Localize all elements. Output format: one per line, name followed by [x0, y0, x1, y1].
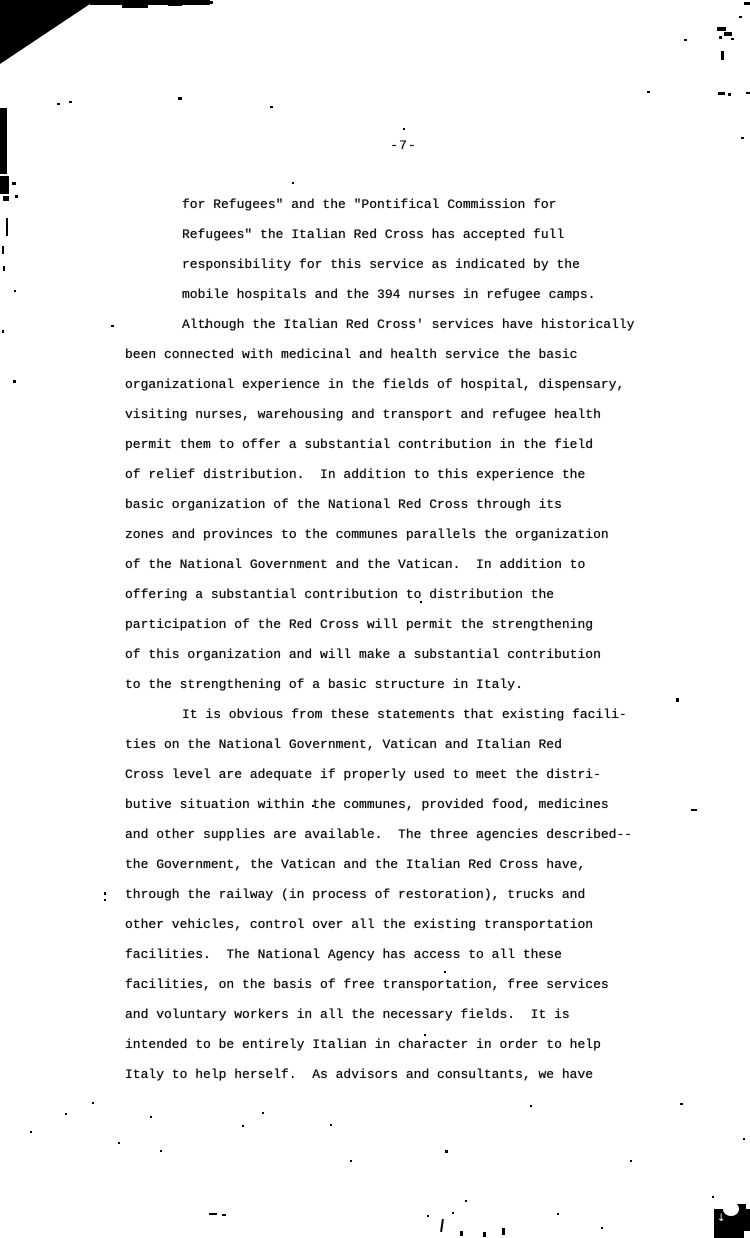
- text-line: intended to be entirely Italian in character in order to help: [125, 1037, 601, 1052]
- corner-shadow: [0, 0, 96, 64]
- text-line: of relief distribution. In addition to this experience the: [125, 467, 586, 482]
- text-line: It is obvious from these statements that existing facili-: [182, 707, 627, 722]
- text-line: ties on the National Government, Vatican and Italian Red: [125, 737, 562, 752]
- text-line: facilities, on the basis of free transportation, free services: [125, 977, 609, 992]
- text-line: organizational experience in the fields of hospital, dispensary,: [125, 377, 625, 392]
- text-line: been connected with medicinal and health service the basic: [125, 347, 578, 362]
- text-line: offering a substantial contribution to distribution the: [125, 587, 555, 602]
- page-number: -7-: [390, 138, 417, 153]
- text-line: of this organization and will make a substantial contribution: [125, 647, 601, 662]
- text-line: butive situation within the communes, provided food, medicines: [125, 797, 609, 812]
- text-line: zones and provinces to the communes parallels the organization: [125, 527, 609, 542]
- text-line: the Government, the Vatican and the Italian Red Cross have,: [125, 857, 586, 872]
- text-line: permit them to offer a substantial contribution in the field: [125, 437, 594, 452]
- text-line: facilities. The National Agency has access to all these: [125, 947, 562, 962]
- text-line: to the strengthening of a basic structure in Italy.: [125, 677, 523, 692]
- text-line: participation of the Red Cross will permit the strengthening: [125, 617, 594, 632]
- document-body: [125, 190, 725, 1090]
- text-line: Cross level are adequate if properly used to meet the distri-: [125, 767, 601, 782]
- text-line: visiting nurses, warehousing and transport and refugee health: [125, 407, 601, 422]
- text-line: of the National Government and the Vatican. In addition to: [125, 557, 586, 572]
- arrow-mark: ↓: [717, 1213, 726, 1224]
- text-line: Italy to help herself. As advisors and consultants, we have: [125, 1067, 594, 1082]
- text-line: other vehicles, control over all the existing transportation: [125, 917, 594, 932]
- text-line: through the railway (in process of restoration), trucks and: [125, 887, 586, 902]
- text-line: Although the Italian Red Cross' services have historically: [182, 317, 635, 332]
- text-line: mobile hospitals and the 394 nurses in refugee camps.: [182, 287, 596, 302]
- text-line: and voluntary workers in all the necessary fields. It is: [125, 1007, 570, 1022]
- text-line: responsibility for this service as indicated by the: [182, 257, 580, 272]
- text-line: for Refugees" and the "Pontifical Commission for: [182, 197, 557, 212]
- text-line: and other supplies are available. The three agencies described--: [125, 827, 633, 842]
- text-line: Refugees" the Italian Red Cross has accepted full: [182, 227, 565, 242]
- text-line: basic organization of the National Red Cross through its: [125, 497, 562, 512]
